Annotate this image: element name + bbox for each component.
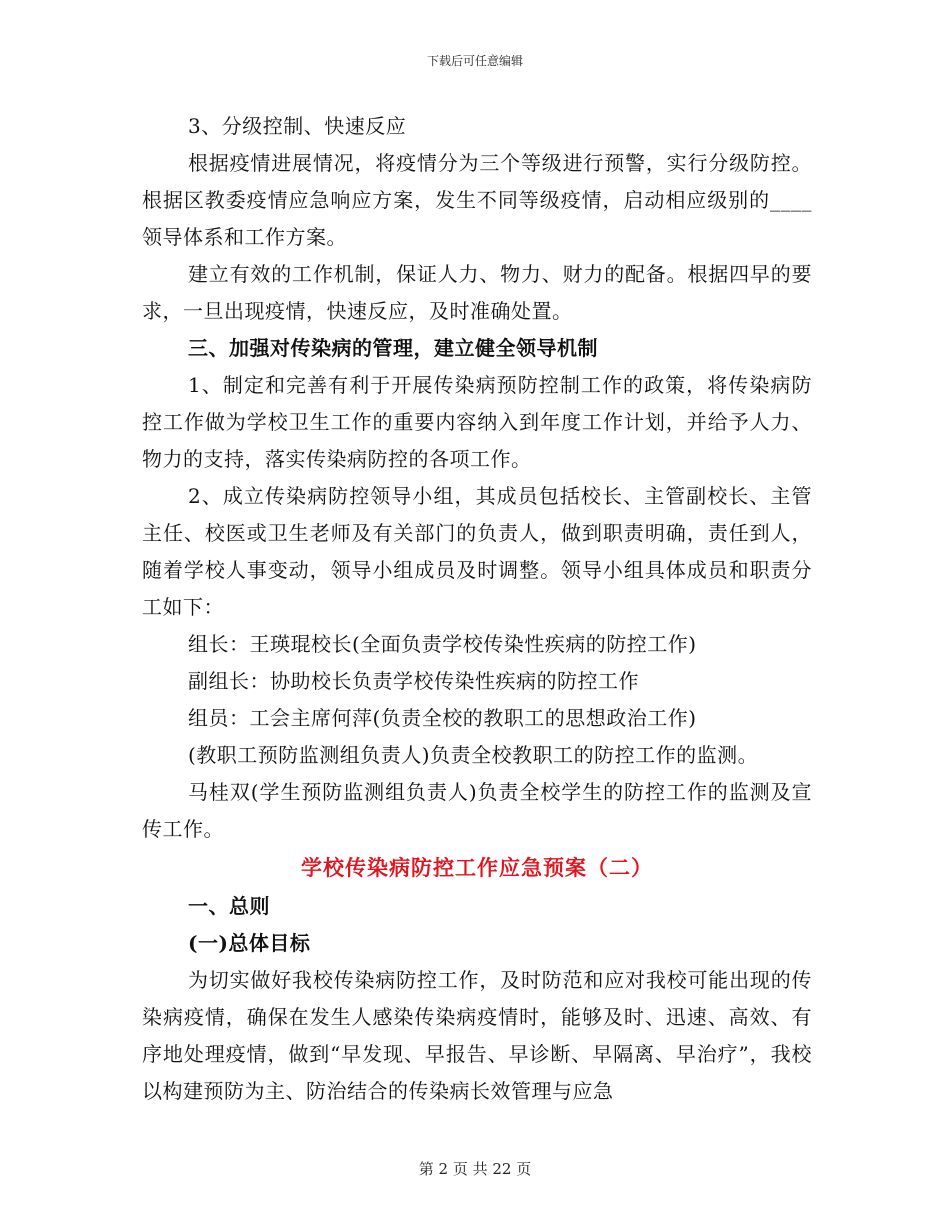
section-heading: 一、总则 (188, 894, 270, 918)
page-header-note: 下载后可任意编辑 (426, 54, 523, 68)
paragraph: 建立有效的工作机制，保证人力、物力、财力的配备。根据四早的要求，一旦出现疫情，快速反应，及时准确处置。 (142, 262, 812, 323)
section-subheading: 3、分级控制、快速反应 (188, 114, 407, 138)
paragraph: (教职工预防监测组负责人)负责全校教职工的防控工作的监测。 (188, 743, 759, 767)
section-heading: 三、加强对传染病的管理，建立健全领导机制 (188, 336, 598, 360)
paragraph: 组员：工会主席何萍(负责全校的教职工的思想政治工作) (188, 706, 697, 730)
subsection-heading: (一)总体目标 (188, 931, 311, 955)
paragraph: 2、成立传染病防控领导小组，其成员包括校长、主管副校长、主管主任、校医或卫生老师及有关部门的负责人，做到职责明确，责任到人，随着学校人事变动，领导小组成员及时调整。领导小组具体成员和职责分工如下： (142, 484, 812, 619)
document-title: 学校传染病防控工作应急预案（二） (301, 855, 653, 880)
paragraph: 组长：王瑛琨校长(全面负责学校传染性疾病的防控工作) (188, 632, 697, 656)
page-number: 第 2 页 共 22 页 (418, 1160, 532, 1178)
paragraph: 马桂双(学生预防监测组负责人)负责全校学生的防控工作的监测及宣传工作。 (142, 780, 812, 841)
paragraph: 根据疫情进展情况，将疫情分为三个等级进行预警，实行分级防控。根据区教委疫情应急响应方案，发生不同等级疫情，启动相应级别的____领导体系和工作方案。 (142, 151, 812, 249)
document-body (142, 108, 812, 1110)
paragraph: 1、制定和完善有利于开展传染病预防控制工作的政策，将传染病防控工作做为学校卫生工作的重要内容纳入到年度工作计划，并给予人力、物力的支持，落实传染病防控的各项工作。 (142, 373, 812, 471)
paragraph: 为切实做好我校传染病防控工作，及时防范和应对我校可能出现的传染病疫情，确保在发生人感染传染病疫情时，能够及时、迅速、高效、有序地处理疫情，做到“早发现、早报告、早诊断、早隔离、早治疗”，我校以构建预防为主、防治结合的传染病长效管理与应急 (142, 968, 812, 1103)
paragraph: 副组长：协助校长负责学校传染性疾病的防控工作 (188, 669, 639, 693)
